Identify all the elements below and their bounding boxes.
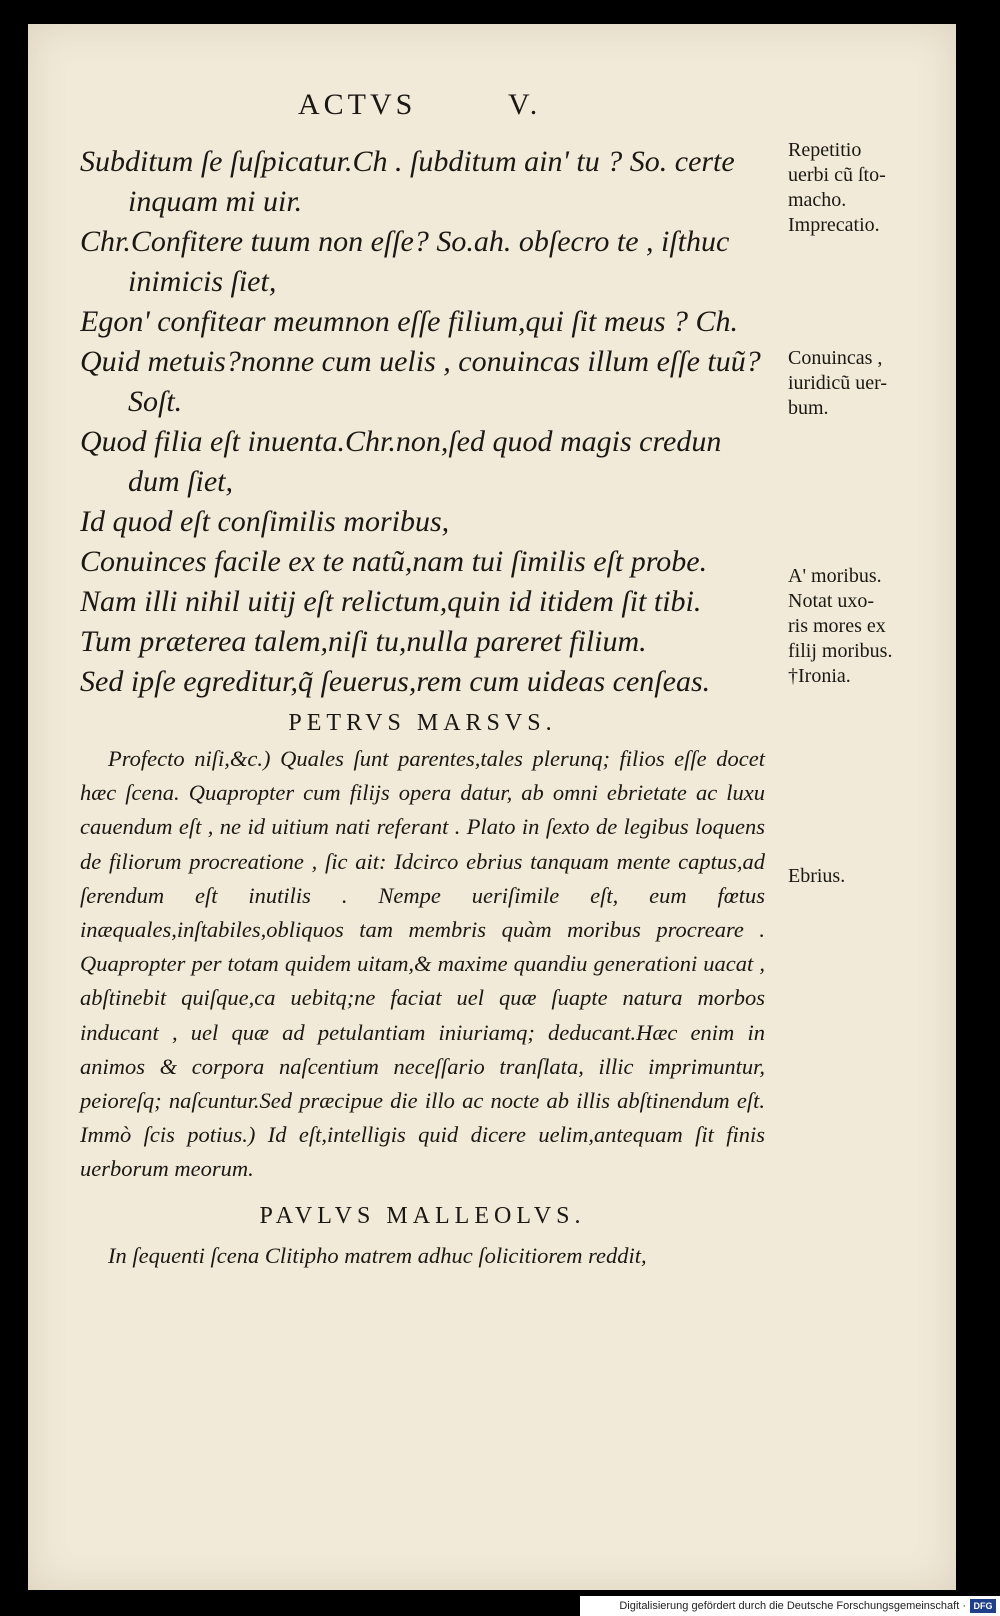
verse-block xyxy=(80,142,765,702)
verse-line: inimicis ſiet, xyxy=(128,265,277,298)
running-head-act: ACTVS xyxy=(298,88,417,121)
verse-line: Soſt. xyxy=(128,385,183,418)
verse-line: dum ſiet, xyxy=(128,465,233,498)
verse-line: inquam mi uir. xyxy=(128,185,303,218)
digitization-credit: Digitalisierung gefördert durch die Deutsche Forschungsgemeinschaft · xyxy=(580,1596,1000,1616)
commentator-heading-malleolus: PAVLVS MALLEOLVS. xyxy=(259,1202,586,1229)
margin-note-moribus: A' moribus. Notat uxo- ris mores ex filij moribus. †Ironia. xyxy=(788,565,893,687)
margin-note-ebrius: Ebrius. xyxy=(788,865,846,887)
main-text-column xyxy=(80,142,765,1273)
verse-line: Subditum ſe ſuſpicatur.Ch . ſubditum ain' tu ? So. certe xyxy=(80,145,735,178)
commentary-marsus: Profecto niſi,&c.) Quales ſunt parentes,tales plerunq; filios eſſe docet hæc ſcena. Quapropter cum filijs opera datur, ab omni ebrietate ac luxu cauendum eſt , ne id uitium nati referant . Plato in ſexto de legibus loquens de filiorum procreatione , ſic ait: Idcirco ebrius tanquam mente captus,ad ſerendum eſt inutilis . Nempe ueriſimile eſt, eum fœtus inæquales,inſtabiles,obliquos tam membris quàm moribus procreare . Quapropter per totam quidem uitam,& maxime quandiu generationi uacat , abſtinebit quiſque,ca uebitq;ne faciat uel quæ ſuapte natura morbos inducant , uel quæ ad petulantiam iniuriamq; deducant.Hæc enim in animos & corpora naſcentium neceſſario tranſlata, illic imprimuntur, peioreſq; naſcuntur.Sed præcipue die illo ac nocte ab illis abſtinendum eſt. Immò ſcis potius.) Id eſt,intelligis quid dicere uelim,antequam ſit finis uerborum meorum. xyxy=(80,746,765,1182)
verse-line: Quod filia eſt inuenta.Chr.non,ſed quod magis credun xyxy=(80,425,722,458)
running-head-number: V. xyxy=(508,88,542,121)
commentator-heading-marsus: PETRVS MARSVS. xyxy=(288,710,557,736)
verse-line: Nam illi nihil uitij eſt relictum,quin id itidem ſit tibi. xyxy=(80,585,702,618)
margin-note-conuincas: Conuincas , iuridicũ uer- bum. xyxy=(788,347,888,419)
book-page xyxy=(28,24,956,1590)
verse-line: Id quod eſt conſimilis moribus, xyxy=(80,505,450,538)
dfg-logo: DFG xyxy=(970,1599,996,1613)
commentary-malleolus: In ſequenti ſcena Clitipho matrem adhuc ſolicitiorem reddit, xyxy=(108,1242,647,1268)
verse-line: Tum præterea talem,niſi tu,nulla pareret filium. xyxy=(80,625,647,658)
verse-line: Chr.Confitere tuum non eſſe? So.ah. obſecro te , iſthuc xyxy=(80,225,730,258)
verse-line: Quid metuis?nonne cum uelis , conuincas illum eſſe tuũ? xyxy=(80,345,761,378)
margin-note-repetitio: Repetitio uerbi cũ ſto- macho. Imprecatio. xyxy=(788,139,886,236)
verse-line: Egon' confitear meumnon eſſe filium,qui ſit meus ? Ch. xyxy=(80,305,739,338)
verse-line: Conuinces facile ex te natũ,nam tui ſimilis eſt probe. xyxy=(80,545,708,578)
verse-line: Sed ipſe egreditur,q̃ ſeuerus,rem cum uideas cenſeas. xyxy=(80,665,711,698)
